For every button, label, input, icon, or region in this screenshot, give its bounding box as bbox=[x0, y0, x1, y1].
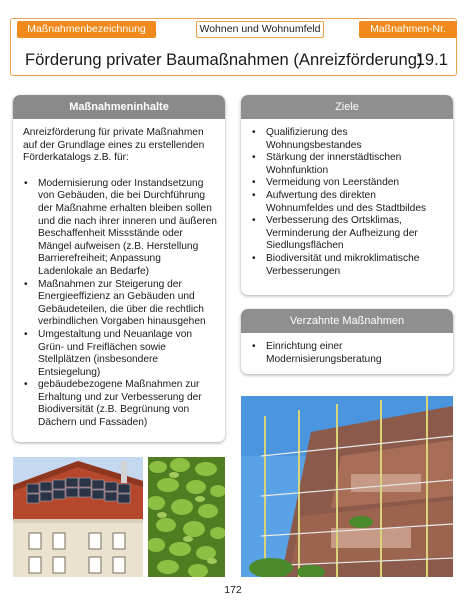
panel-ziele bbox=[241, 95, 453, 295]
list-item: • Stärkung der innerstädtischen Wohnfunktion bbox=[251, 152, 445, 177]
list-item: • Modernisierung oder Instandsetzung von Gebäuden, die bei Durchführung der Maßnahme erhalten bleiben sollen und die nach ihrer inneren und äußeren Beschaffenheit Missstände oder Mängel aufweisen (z.B. Herstellung Barrierefreiheit; Anpassung Ladenlokale an Bedarfe) bbox=[23, 178, 217, 279]
photo-solar-roof bbox=[13, 457, 143, 577]
panel-heading-ziele: Ziele bbox=[241, 95, 453, 119]
verzahnte-list bbox=[251, 341, 445, 366]
ziele-list bbox=[251, 127, 445, 278]
header-box bbox=[10, 18, 457, 76]
inhalte-intro: Anreizförderung für private Maßnahmen auf der Grundlage eines zu erstellenden Förderkatalogs z.B. für: bbox=[23, 127, 205, 164]
panel-heading-inhalte: Maßnahmeninhalte bbox=[13, 95, 225, 119]
panel-verzahnte-massnahmen bbox=[241, 309, 453, 374]
tab-massnahmen-nr: Maßnahmen-Nr. bbox=[359, 21, 457, 38]
photo-ivy-facade bbox=[148, 457, 225, 577]
tab-massnahmenbezeichnung: Maßnahmenbezeichnung bbox=[17, 21, 156, 38]
page-number: 172 bbox=[224, 584, 242, 596]
list-item: • Vermeidung von Leerständen bbox=[251, 177, 445, 190]
measure-number: 19.1 bbox=[415, 50, 448, 69]
panel-heading-verzahnte: Verzahnte Maßnahmen bbox=[241, 309, 453, 333]
tab-category: Wohnen und Wohnumfeld bbox=[196, 21, 324, 38]
list-item: • Qualifizierung des Wohnungsbestandes bbox=[251, 127, 445, 152]
list-item: • Verbesserung des Ortsklimas, Verminderung der Aufheizung der Siedlungsflächen bbox=[251, 215, 445, 253]
panel-massnahmeninhalte bbox=[13, 95, 225, 442]
inhalte-list bbox=[23, 178, 217, 430]
list-item: • Aufwertung des direkten Wohnumfeldes und des Stadtbildes bbox=[251, 190, 445, 215]
page-title: Förderung privater Baumaßnahmen (Anreizförderung) bbox=[25, 50, 423, 69]
list-item: • Biodiversität und mikroklimatische Verbesserungen bbox=[251, 253, 445, 278]
list-item: • Einrichtung einer Modernisierungsberatung bbox=[251, 341, 445, 366]
list-item: • Umgestaltung und Neuanlage von Grün- und Freiflächen sowie Stellplätzen (insbesondere Entsiegelung) bbox=[23, 329, 217, 379]
list-item: • Maßnahmen zur Steigerung der Energieeffizienz an Gebäuden und Gebäudeteilen, die über die rechtlich verbindlichen Vorgaben hinausgehen bbox=[23, 279, 217, 329]
list-item: • gebäudebezogene Maßnahmen zur Erhaltung und zur Verbesserung der Biodiversität (z.B. Begrünung von Dächern und Fassaden) bbox=[23, 379, 217, 429]
photo-building-scaffolding bbox=[241, 396, 453, 577]
